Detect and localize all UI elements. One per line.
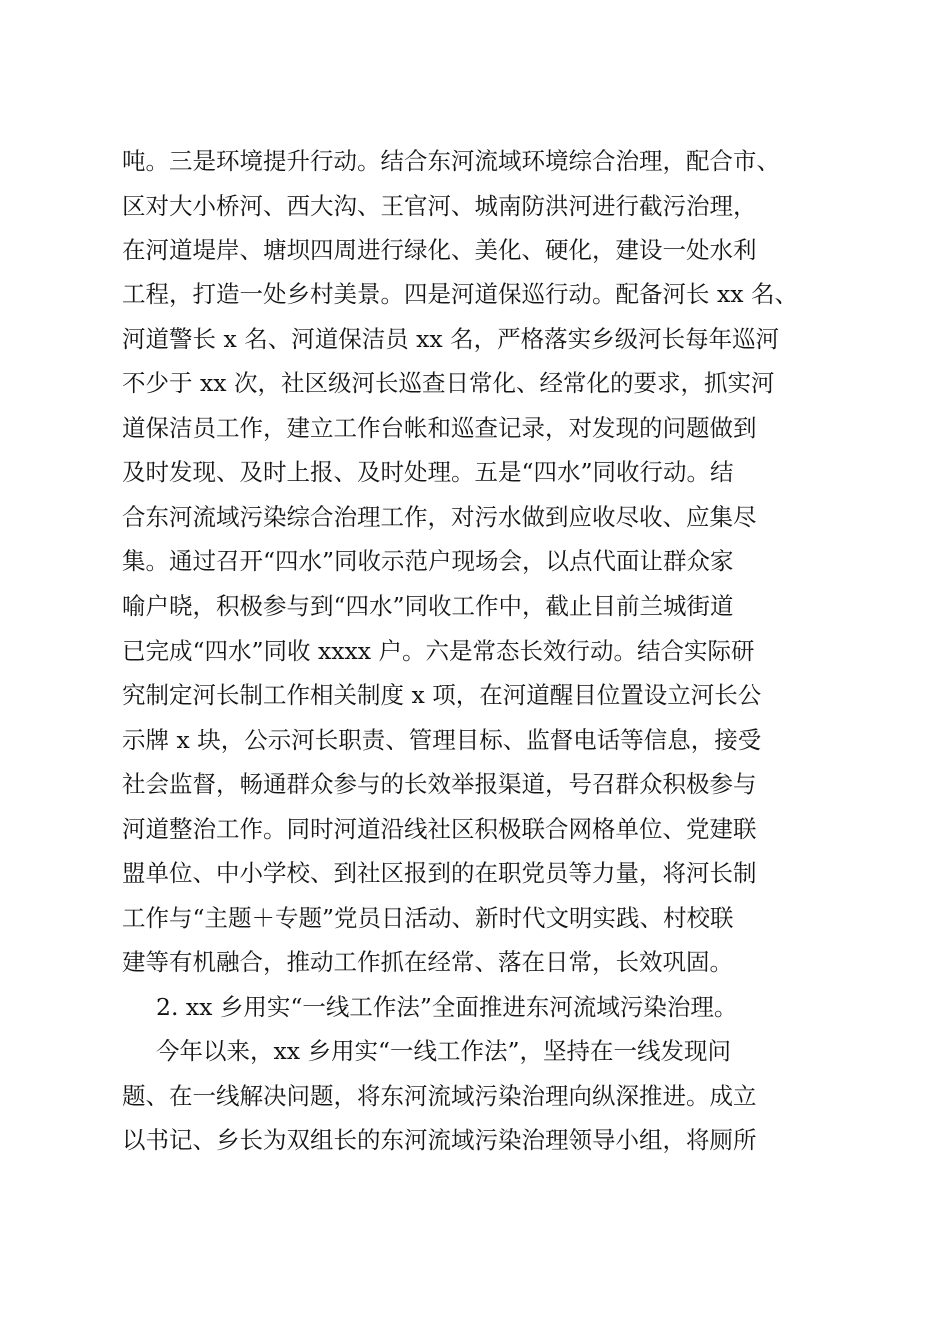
- text-line: 题、在一线解决问题，将东河流域污染治理向纵深推进。成立: [122, 1082, 757, 1110]
- text-line: 吨。三是环境提升行动。结合东河流域环境综合治理，配合市、: [122, 147, 780, 175]
- text-line: 集。通过召开“四水”同收示范户现场会，以点代面让群众家: [122, 547, 734, 575]
- text-line: 不少于 xx 次，社区级河长巡查日常化、经常化的要求，抓实河: [122, 369, 775, 397]
- text-line: 河道整治工作。同时河道沿线社区积极联合网格单位、党建联: [122, 815, 757, 843]
- text-line: 及时发现、及时上报、及时处理。五是“四水”同收行动。结: [122, 458, 734, 486]
- text-line: 喻户晓，积极参与到“四水”同收工作中，截止目前兰城街道: [122, 592, 734, 620]
- text-line: 合东河流域污染综合治理工作，对污水做到应收尽收、应集尽: [122, 503, 757, 531]
- text-line: 河道警长 x 名、河道保洁员 xx 名，严格落实乡级河长每年巡河: [122, 325, 780, 353]
- text-line: 工作与“主题＋专题”党员日活动、新时代文明实践、村校联: [122, 904, 734, 932]
- text-line: 今年以来，xx 乡用实“一线工作法”，坚持在一线发现问: [156, 1037, 732, 1065]
- text-line: 建等有机融合，推动工作抓在经常、落在日常，长效巩固。: [122, 948, 733, 976]
- section-heading: 2. xx 乡用实“一线工作法”全面推进东河流域污染治理。: [156, 993, 738, 1021]
- text-line: 示牌 x 块，公示河长职责、管理目标、监督电话等信息，接受: [122, 726, 762, 754]
- text-line: 以书记、乡长为双组长的东河流域污染治理领导小组，将厕所: [122, 1126, 757, 1154]
- text-line: 区对大小桥河、西大沟、王官河、城南防洪河进行截污治理，: [122, 192, 757, 220]
- text-line: 在河道堤岸、塘坝四周进行绿化、美化、硬化，建设一处水利: [122, 236, 757, 264]
- text-line: 道保洁员工作，建立工作台帐和巡查记录，对发现的问题做到: [122, 414, 757, 442]
- text-line: 究制定河长制工作相关制度 x 项，在河道醒目位置设立河长公: [122, 681, 762, 709]
- text-line: 盟单位、中小学校、到社区报到的在职党员等力量，将河长制: [122, 859, 757, 887]
- text-line: 社会监督，畅通群众参与的长效举报渠道，号召群众积极参与: [122, 770, 757, 798]
- text-line: 已完成“四水”同收 xxxx 户。六是常态长效行动。结合实际研: [122, 637, 755, 665]
- text-line: 工程，打造一处乡村美景。四是河道保巡行动。配备河长 xx 名、: [122, 280, 798, 308]
